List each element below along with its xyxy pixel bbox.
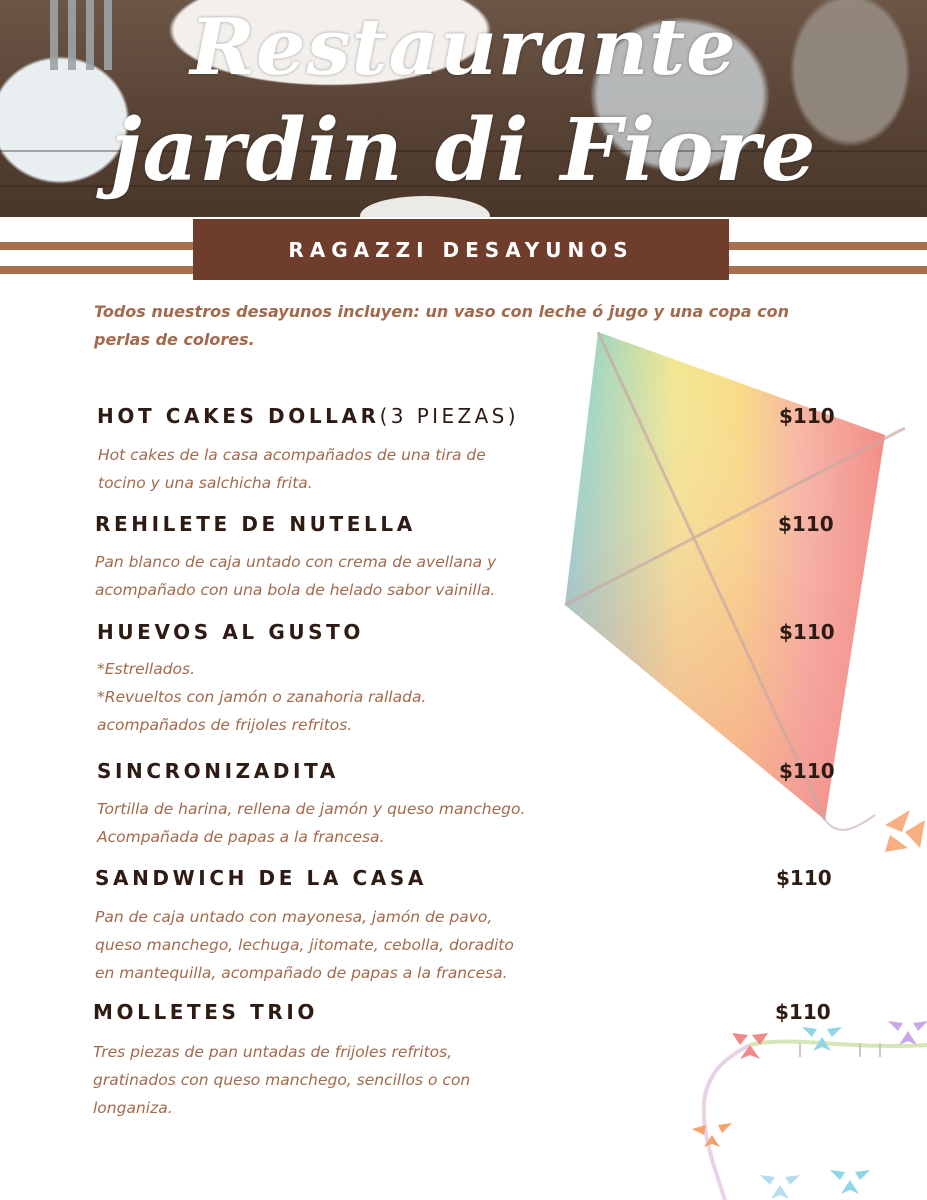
bow-icon	[830, 1170, 870, 1194]
bow-icon	[802, 1027, 842, 1051]
menu-item-description: Tres piezas de pan untadas de frijoles refritos, gratinados con queso manchego, sencillos o con longaniza.	[93, 1043, 471, 1117]
menu-item-price: $110	[775, 1000, 831, 1024]
intro-line: Todos nuestros desayunos incluyen: un vaso con leche ó jugo y una copa con	[94, 302, 789, 321]
bow-icon	[692, 1123, 732, 1147]
menu-item-description: Pan de caja untado con mayonesa, jamón de pavo, queso manchego, lechuga, jitomate, cebolla, doradito en mantequilla, acompañado de papas a la francesa.	[95, 908, 514, 982]
restaurant-title-line1: Restaurante	[190, 2, 737, 93]
menu-item-description: Hot cakes de la casa acompañados de una tira de tocino y una salchicha frita.	[98, 446, 486, 492]
menu-item-price: $110	[779, 759, 835, 783]
menu-item-price: $110	[779, 620, 835, 644]
kite-tail-bow-icon	[885, 810, 925, 852]
menu-item-name: SINCRONIZADITA	[97, 759, 339, 783]
intro-line: perlas de colores.	[94, 330, 255, 349]
menu-item-name: MOLLETES TRIO	[93, 1000, 319, 1024]
menu-item-name: REHILETE DE NUTELLA	[95, 512, 416, 536]
menu-item-description: Tortilla de harina, rellena de jamón y queso manchego. Acompañada de papas a la francesa.	[97, 800, 526, 846]
bow-icon	[888, 1021, 927, 1045]
menu-item-price: $110	[778, 512, 834, 536]
restaurant-title-line2: jardin di Fiore	[110, 100, 817, 201]
menu-item-price: $110	[776, 866, 832, 890]
menu-item-quantity: (3 PIEZAS)	[379, 404, 519, 428]
menu-item-description: Pan blanco de caja untado con crema de avellana y acompañado con una bola de helado sabor vainilla.	[95, 553, 497, 599]
bow-garland-icon	[670, 1015, 927, 1200]
menu-item-description: *Estrellados. *Revueltos con jamón o zanahoria rallada. acompañados de frijoles refritos.	[97, 660, 427, 734]
header-photo	[0, 0, 927, 217]
section-label: RAGAZZI DESAYUNOS	[193, 219, 729, 280]
menu-item-name: SANDWICH DE LA CASA	[95, 866, 427, 890]
menu-item-name: HUEVOS AL GUSTO	[97, 620, 365, 644]
watercolor-kite-icon	[540, 320, 927, 880]
bow-icon	[732, 1033, 768, 1059]
menu-item-price: $110	[779, 404, 835, 428]
bow-icon	[760, 1175, 800, 1199]
menu-item-name: HOT CAKES DOLLAR(3 PIEZAS)	[97, 404, 519, 428]
